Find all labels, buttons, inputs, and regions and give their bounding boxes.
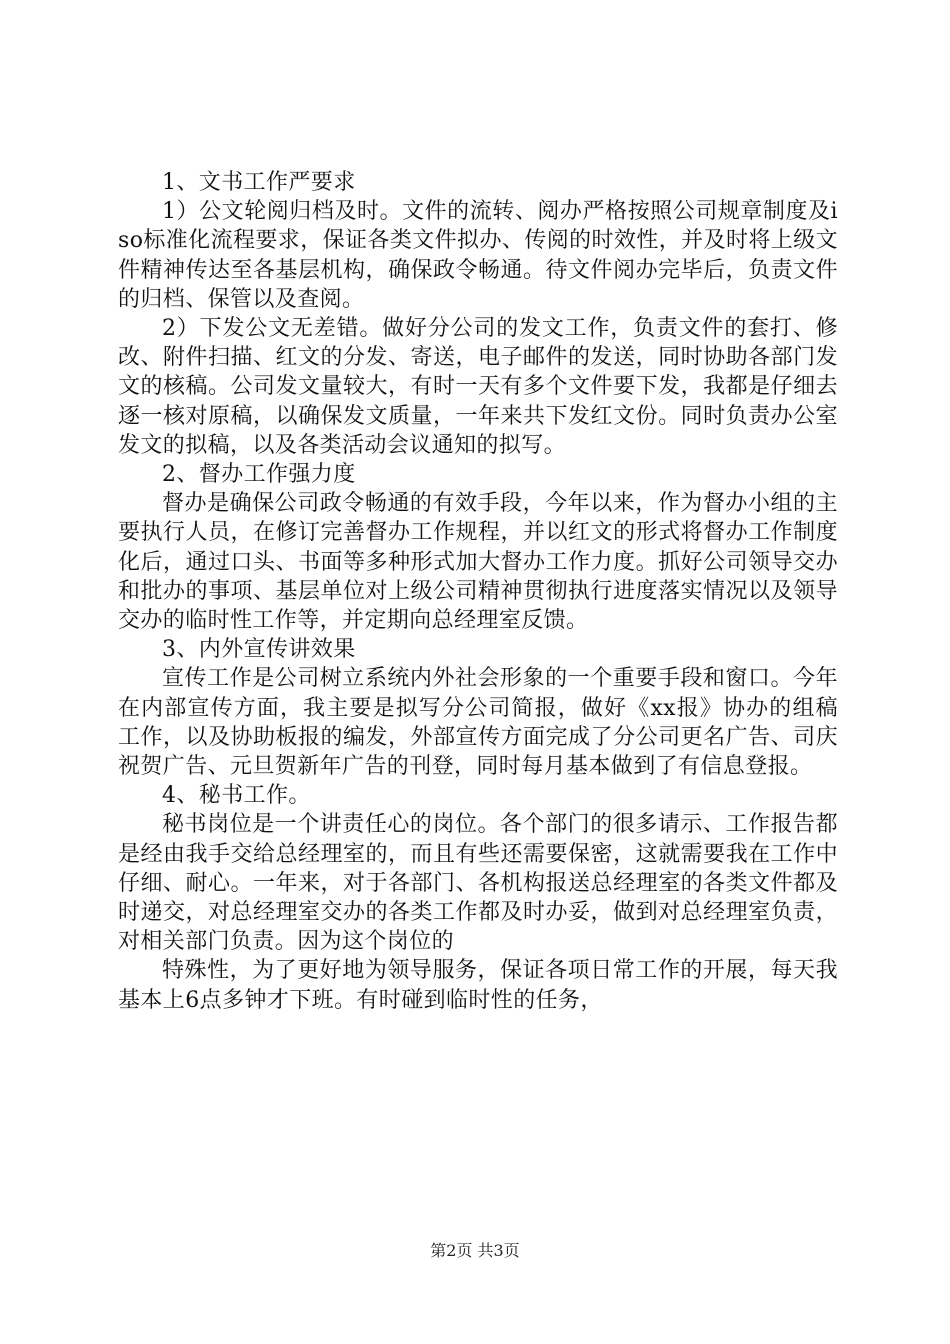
paragraph-5: 秘书岗位是一个讲责任心的岗位。各个部门的很多请示、工作报告都是经由我手交给总经理室的，而且有些还需要保密，这就需要我在工作中仔细、耐心。一年来，对于各部门、各机构报送总经理室的各类文件都及时递交，对总经理室交办的各类工作都及时办妥，做到对总经理室负责，对相关部门负责。因为这个岗位的 bbox=[118, 812, 838, 955]
section-heading-2: 2、督办工作强力度 bbox=[162, 462, 356, 488]
paragraph-1: 1）公文轮阅归档及时。文件的流转、阅办严格按照公司规章制度及iso标准化流程要求，保证各类文件拟办、传阅的时效性，并及时将上级文件精神传达至各基层机构，确保政令畅通。待文件阅办完毕后，负责文件的归档、保管以及查阅。 bbox=[118, 199, 838, 312]
section-heading-4: 4、秘书工作。 bbox=[162, 783, 311, 809]
page-footer: 第2页 共3页 bbox=[430, 1241, 520, 1260]
paragraph-6: 特殊性，为了更好地为领导服务，保证各项日常工作的开展，每天我基本上6点多钟才下班。有时碰到临时性的任务， bbox=[118, 958, 838, 1013]
section-heading-3: 3、内外宣传讲效果 bbox=[162, 637, 356, 663]
paragraph-3: 督办是确保公司政令畅通的有效手段，今年以来，作为督办小组的主要执行人员，在修订完善督办工作规程，并以红文的形式将督办工作制度化后，通过口头、书面等多种形式加大督办工作力度。抓好公司领导交办和批办的事项、基层单位对上级公司精神贯彻执行进度落实情况以及领导交办的临时性工作等，并定期向总经理室反馈。 bbox=[118, 491, 838, 634]
paragraph-2: 2）下发公文无差错。做好分公司的发文工作，负责文件的套打、修改、附件扫描、红文的分发、寄送，电子邮件的发送，同时协助各部门发文的核稿。公司发文量较大，有时一天有多个文件要下发，我都是仔细去逐一核对原稿，以确保发文质量，一年来共下发红文份。同时负责办公室发文的拟稿，以及各类活动会议通知的拟写。 bbox=[118, 316, 838, 458]
section-heading-1: 1、文书工作严要求 bbox=[162, 170, 356, 195]
document-body bbox=[118, 168, 838, 1015]
paragraph-4: 宣传工作是公司树立系统内外社会形象的一个重要手段和窗口。今年在内部宣传方面，我主要是拟写分公司简报，做好《xx报》协办的组稿工作，以及协助板报的编发，外部宣传方面完成了分公司更名广告、司庆祝贺广告、元旦贺新年广告的刊登，同时每月基本做到了有信息登报。 bbox=[118, 666, 838, 780]
